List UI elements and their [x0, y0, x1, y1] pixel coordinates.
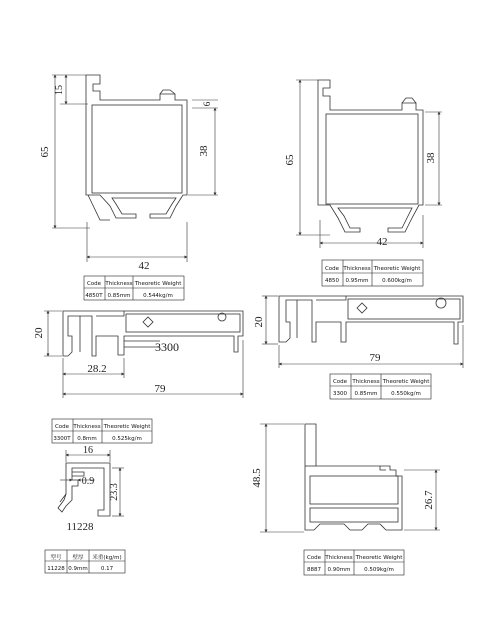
dim-3300-width: 79	[369, 352, 381, 364]
profile-4850-outline	[318, 80, 423, 232]
dim-3300t-height: 20	[33, 327, 45, 339]
table-header-weight: Theoretic Weight	[103, 424, 151, 430]
dim-11228-thickness: 0.9	[81, 476, 95, 487]
table-cell-weight: 0.509kg/m	[364, 567, 394, 573]
profile-11228-label: 11228	[66, 521, 94, 533]
table-header-code: Code	[86, 281, 102, 287]
table-cell-code: 4850	[325, 278, 339, 284]
table-cell-code: 3300	[333, 391, 347, 397]
table-cell-code: 3300T	[53, 436, 71, 442]
dim-4850t-step: 15	[54, 85, 65, 95]
profile-11228-outline	[58, 463, 110, 516]
table-header-code: Code	[324, 266, 340, 272]
table-cell-code: 4850T	[85, 293, 103, 299]
table-header-weight: Theoretic Weight	[355, 555, 403, 561]
dim-3300-height: 20	[253, 316, 265, 328]
table-header-wall-thickness: 壁厚	[72, 555, 84, 561]
table-header-thickness: Thickness	[105, 281, 133, 287]
dim-4850-width: 42	[376, 236, 388, 248]
table-cell-code: 8887	[307, 567, 321, 573]
table-header-weight: Theoretic Weight	[382, 379, 430, 385]
spec-table-3300	[330, 374, 431, 399]
table-cell-weight: 0.544kg/m	[143, 293, 173, 299]
table-header-weight: Theoretic Weight	[373, 266, 421, 272]
table-cell-meter-weight: 0.17	[100, 566, 114, 572]
table-header-code: Code	[54, 424, 70, 430]
dim-4850-height: 65	[284, 154, 296, 166]
table-cell-weight: 0.525kg/m	[112, 436, 142, 442]
table-cell-wall-thickness: 0.9mm	[68, 566, 88, 572]
spec-table-4850	[322, 260, 423, 286]
spec-table-8887	[304, 550, 404, 575]
table-cell-thickness: 0.95mm	[345, 278, 369, 284]
table-cell-model: 11228	[47, 566, 65, 572]
dim-8887-height: 48.5	[251, 468, 263, 488]
table-header-code: Code	[332, 379, 348, 385]
table-header-thickness: Thickness	[352, 379, 380, 385]
spec-table-4850t	[84, 276, 184, 300]
dim-8887-lower-height: 26.7	[423, 490, 435, 510]
table-cell-thickness: 0.90mm	[327, 567, 351, 573]
profile-8887	[260, 424, 440, 532]
profile-4850t	[52, 75, 218, 262]
table-header-meter-weight: 米重(kg/m)	[92, 555, 122, 561]
profile-3300-dimensions	[262, 296, 463, 368]
profile-3300-outline	[279, 296, 463, 344]
spec-table-11228	[45, 550, 125, 573]
dim-11228-height: 23.3	[109, 483, 120, 501]
table-cell-thickness: 0.85mm	[107, 293, 131, 299]
table-cell-weight: 0.550kg/m	[391, 391, 421, 397]
profile-3300	[262, 296, 463, 368]
dim-4850-inner-height: 38	[425, 152, 437, 164]
profile-4850t-dimensions	[52, 75, 218, 262]
table-header-thickness: Thickness	[73, 424, 101, 430]
table-cell-thickness: 0.8mm	[77, 436, 97, 442]
profile-3300t-dimensions	[44, 311, 243, 398]
dim-4850t-height: 65	[39, 146, 51, 158]
profile-3300t-label: 3300	[155, 340, 179, 354]
table-cell-weight: 0.600kg/m	[382, 278, 412, 284]
table-header-thickness: Thickness	[343, 266, 371, 272]
spec-table-3300t	[52, 419, 152, 443]
dim-4850t-width: 42	[138, 260, 150, 272]
profile-3300t	[44, 311, 243, 398]
profile-8887-outline	[305, 424, 402, 530]
table-header-code: Code	[306, 555, 322, 561]
profile-3300t-outline	[63, 311, 243, 356]
profile-4850t-outline	[86, 75, 187, 220]
dim-4850t-inner-height: 38	[198, 145, 210, 157]
profile-8887-dimensions	[260, 424, 440, 532]
table-cell-thickness: 0.85mm	[354, 391, 378, 397]
table-header-weight: Theoretic Weight	[134, 281, 182, 287]
profile-4850	[296, 80, 442, 248]
dim-3300t-width: 79	[154, 383, 166, 395]
dim-3300t-partial-width: 28.2	[87, 363, 107, 375]
table-header-model: 型号	[50, 555, 62, 561]
table-header-thickness: Thickness	[325, 555, 353, 561]
dim-4850t-lip: 6	[202, 101, 212, 107]
dim-11228-width: 16	[83, 445, 93, 456]
